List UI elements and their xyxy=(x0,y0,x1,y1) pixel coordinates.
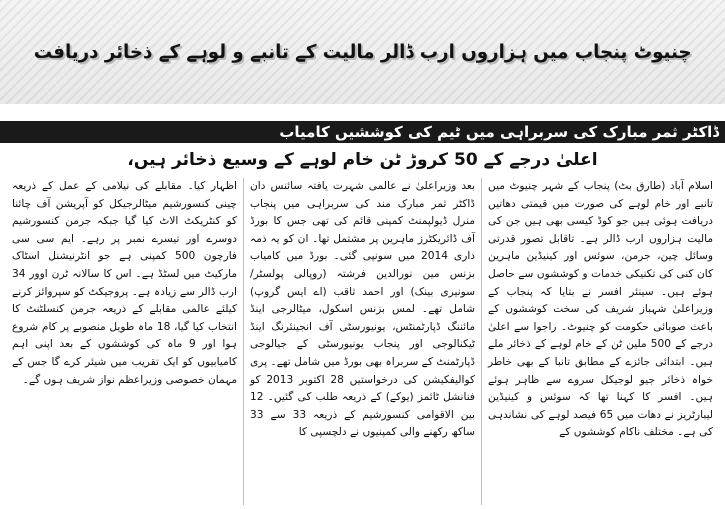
article-column-2: بعد وزیراعلیٰ نے عالمی شہرت یافتہ سائنس دان ڈاکٹر ثمر مبارک مند کی سربراہی میں پنجاب منرل ڈیولپمنٹ کمپنی قائم کی تھی جس کا بورڈ آف ڈائریکٹرز ماہرین پر مشتمل تھا۔ ان کو یہ ذمہ داری 2014 میں سونپی گئی۔ بورڈ میں کامیاب بزنس مین نورالدین فرشتہ (روپالی پولسٹر/سونیری بینک) اور احمد ثاقب (اے ایس گروپ) شامل تھے۔ لمس بزنس اسکول، میٹالرجی اینڈ مائننگ ڈپارٹمنٹس، یونیورسٹی آف انجینئرنگ اینڈ ٹیکنالوجی اور پنجاب یونیورسٹی کے جیالوجی ڈپارٹمنٹ کے سربراہ بھی بورڈ میں شامل تھے۔ پری کوالیفکیشن کی درخواستیں 28 اکتوبر 2013 کو فنانشل ٹائمز (یوکے) کے ذریعہ طلب کی گئیں۔ 12 بین الاقوامی کنسورشیم کے ذریعہ 33 سے 33 ساکھ رکھنے والی کمپنیوں نے دلچسپی کا xyxy=(244,178,482,505)
article-columns xyxy=(6,178,719,505)
article-column-1: اسلام آباد (طارق بٹ) پنجاب کے شہر چنیوٹ میں تانبے اور خام لوہے کی صورت میں قیمتی دھاتیں دریافت ہوئی ہیں جو کوڈ کیسی بھی ہیں جن کی مالیت ہزاروں ارب ڈالر ہے۔ تاقابل تصور قدرتی وسائل چین، جرمن، سوئس اور کینیڈین ماہرین کان کنی کی تکنیکی خدمات و کوششوں سے حاصل ہوئے ہیں۔ سینئر افسر نے بتایا کہ پنجاب کے وزیراعلیٰ شہباز شریف کی سخت کوششوں کے باعث صوبائی حکومت کو چنیوٹ۔ راجوا سے اعلیٰ درجے کے 500 ملین ٹن کے خام لوہے کے ذخائر ملے ہیں۔ ابتدائی جائزے کے مطابق تانبا کے بھی خاطر خواہ ذخائر جیو لوجیکل سروے سے ظاہر ہوئے ہیں۔ افسر کا کہنا تھا کہ سوئس و کینیڈین لیبارٹریز نے دھات میں 65 فیصد لوہے کی نشاندہی کی ہے۔ مختلف ناکام کوششوں کے xyxy=(488,180,713,439)
article-column-3: اظہار کیا۔ مقابلے کی نیلامی کے عمل کے ذریعہ چینی کنسورشیم میٹالرجیکل کو آپریشن آف چائنا کو کنٹریکٹ الاٹ کیا گیا جبکہ جرمن کنسورشیم دوسرے اور تیسرے نمبر پر رہے۔ ایم سی سی فارچون 500 کمپنی ہے جو انٹرنیشنل اسٹاک مارکیٹ میں لسٹڈ ہے۔ اس کا سالانہ ٹرن اوور 34 ارب ڈالر سے زیادہ ہے۔ پروجیکٹ کو سپروائز کرنے کیلئے عالمی مقابلے کے ذریعہ جرمن کنسلٹنٹ کا انتخاب کیا گیا، 18 ماہ طویل منصوبے پر کام شروع ہوا اور 9 ماہ کی کوششوں کے بعد اپنی اہم کامیابیوں کو ایک تقریب میں شیئر کرے گا جس کے مہمان خصوصی وزیراعظم نواز شریف ہوں گے۔ xyxy=(6,178,244,505)
secondary-headline-row xyxy=(0,147,725,171)
headline-band xyxy=(0,0,725,104)
main-headline: چنیوٹ پنجاب میں ہزاروں ارب ڈالر مالیت کے تانبے و لوہے کے ذخائر دریافت xyxy=(33,40,692,63)
subheadline-bar xyxy=(0,121,725,143)
subheadline: ڈاکٹر ثمر مبارک کی سربراہی میں ٹیم کی کوششیں کامیاب xyxy=(279,123,719,141)
secondary-headline: اعلیٰ درجے کے 50 کروڑ ٹن خام لوہے کے وسیع ذخائر ہیں، xyxy=(127,149,598,170)
